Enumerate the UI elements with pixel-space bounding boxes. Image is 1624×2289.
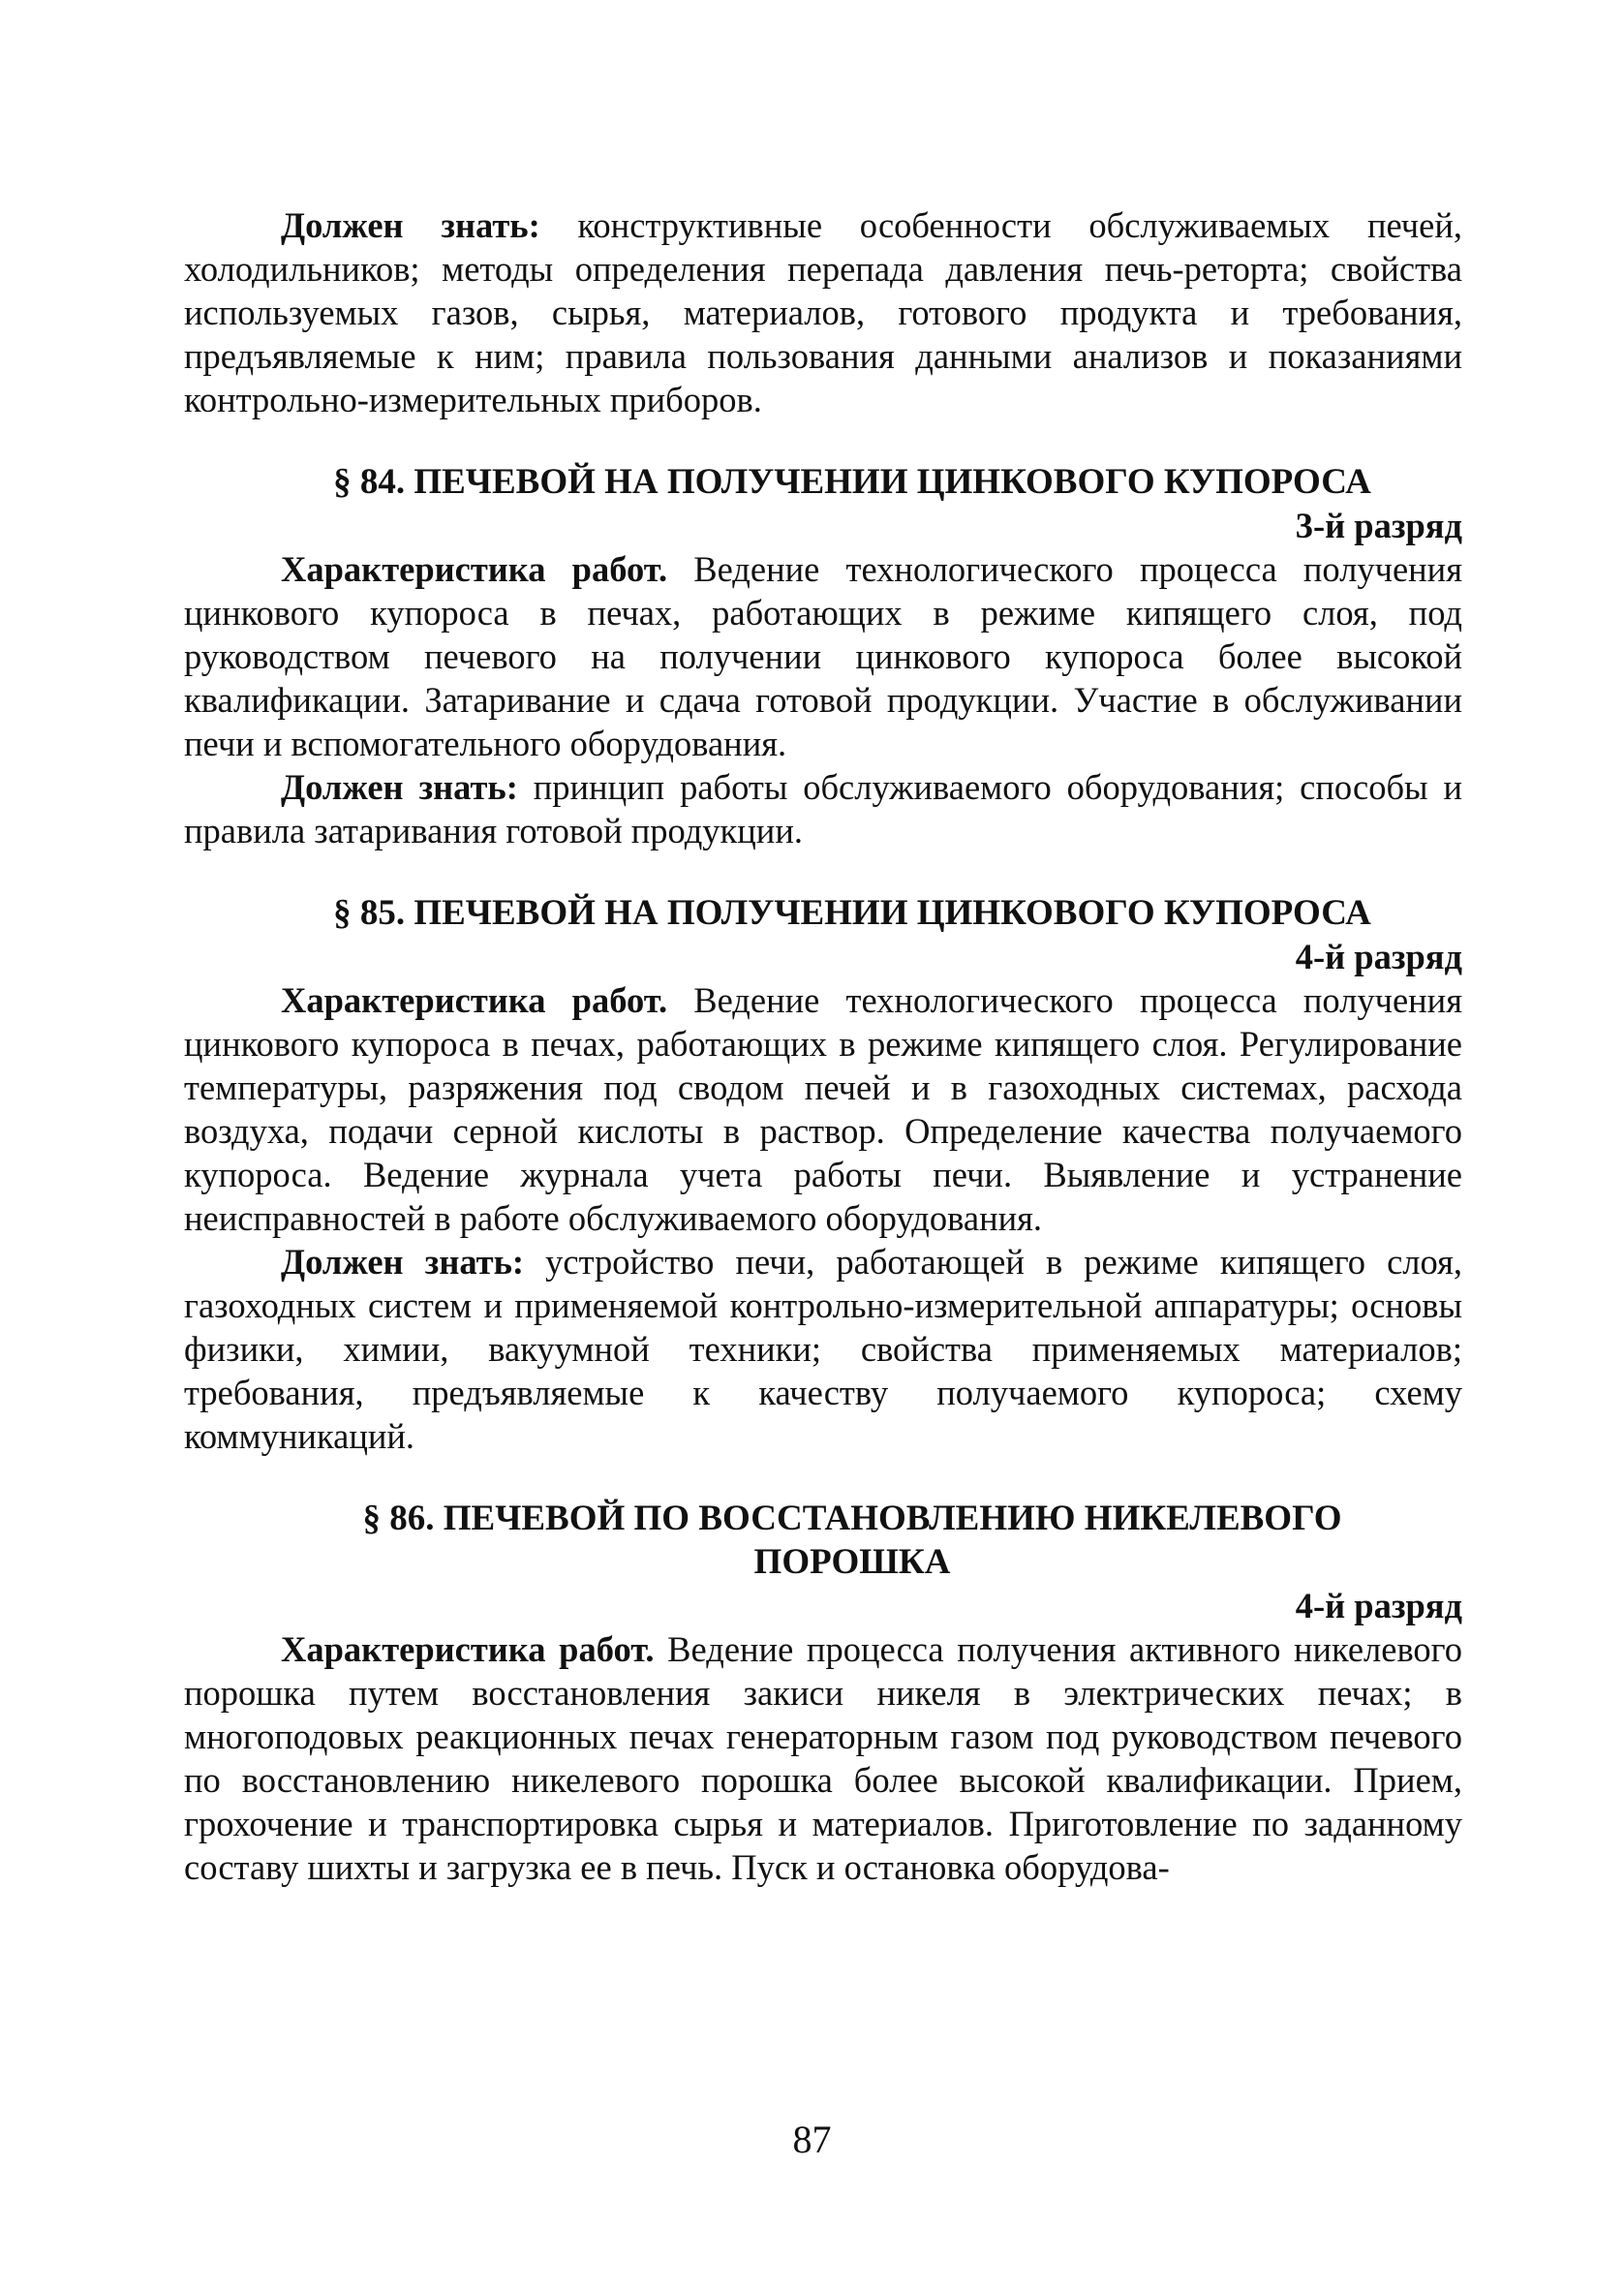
characteristics-text: Ведение технологического процесса получения цинкового купороса в печах, работающих в режиме кипящего слоя. Регулирование температуры, разряжения под сводом печей и в газоходных системах, расхода воздуха, подачи серной кислоты в раствор. Определение качества получаемого купороса. Ведение журнала учета работы печи. Выявление и устранение неисправностей в работе обслуживаемого оборудования. <box>184 980 1462 1238</box>
section-85-grade: 4-й разряд <box>1295 937 1462 976</box>
section-85-characteristics <box>184 978 1462 1240</box>
must-know-text: конструктивные особенности обслуживаемых печей, холодильников; методы определения перепада давления печь-реторта; свойства используемых газов, сырья, материалов, готового продукта и требования, предъявляемые к ним; правила пользования данными анализов и показаниями контрольно-измерительных приборов. <box>184 205 1462 419</box>
section-84-characteristics <box>184 547 1462 765</box>
top-paragraph <box>184 203 1462 421</box>
section-84-grade: 3-й разряд <box>1295 506 1462 545</box>
section-86-characteristics <box>184 1627 1462 1889</box>
page-number: 87 <box>792 2118 832 2161</box>
page-content <box>184 203 1462 1889</box>
section-86-title: § 86. ПЕЧЕВОЙ ПО ВОССТАНОВЛЕНИЮ НИКЕЛЕВОГО ПОРОШКА <box>362 1499 1342 1582</box>
must-know-label: Должен знать: <box>281 1242 525 1282</box>
must-know-text: устройство печи, работающей в режиме кипящего слоя, газоходных систем и применяемой контрольно-измерительной аппаратуры; основы физики, химии, вакуумной техники; свойства применяемых материалов; требования, предъявляемые к качеству получаемого купороса; схему коммуникаций. <box>184 1242 1462 1456</box>
must-know-label: Должен знать: <box>281 767 518 807</box>
section-84-must-know <box>184 765 1462 852</box>
section-86-grade: 4-й разряд <box>1295 1586 1462 1625</box>
characteristics-label: Характеристика работ. <box>281 980 668 1020</box>
must-know-text: принцип работы обслуживаемого оборудования; способы и правила затаривания готовой продукции. <box>184 767 1462 851</box>
section-85-title: § 85. ПЕЧЕВОЙ НА ПОЛУЧЕНИИ ЦИНКОВОГО КУПОРОСА <box>333 893 1371 933</box>
characteristics-label: Характеристика работ. <box>281 1629 655 1669</box>
section-85-must-know <box>184 1240 1462 1458</box>
characteristics-text: Ведение технологического процесса получения цинкового купороса в печах, работающих в режиме кипящего слоя, под руководством печевого на получении цинкового купороса более высокой квалификации. Затаривание и сдача готовой продукции. Участие в обслуживании печи и вспомогательного оборудования. <box>184 549 1462 763</box>
characteristics-text: Ведение процесса получения активного никелевого порошка путем восстановления закиси никеля в электрических печах; в многоподовых реакционных печах генераторным газом под руководством печевого по восстановлению никелевого порошка более высокой квалификации. Прием, грохочение и транспортировка сырья и материалов. Приготовление по заданному составу шихты и загрузка ее в печь. Пуск и остановка оборудова- <box>184 1629 1462 1887</box>
characteristics-label: Характеристика работ. <box>281 549 668 589</box>
must-know-label: Должен знать: <box>281 205 540 245</box>
section-84-title: § 84. ПЕЧЕВОЙ НА ПОЛУЧЕНИИ ЦИНКОВОГО КУПОРОСА <box>333 462 1371 502</box>
